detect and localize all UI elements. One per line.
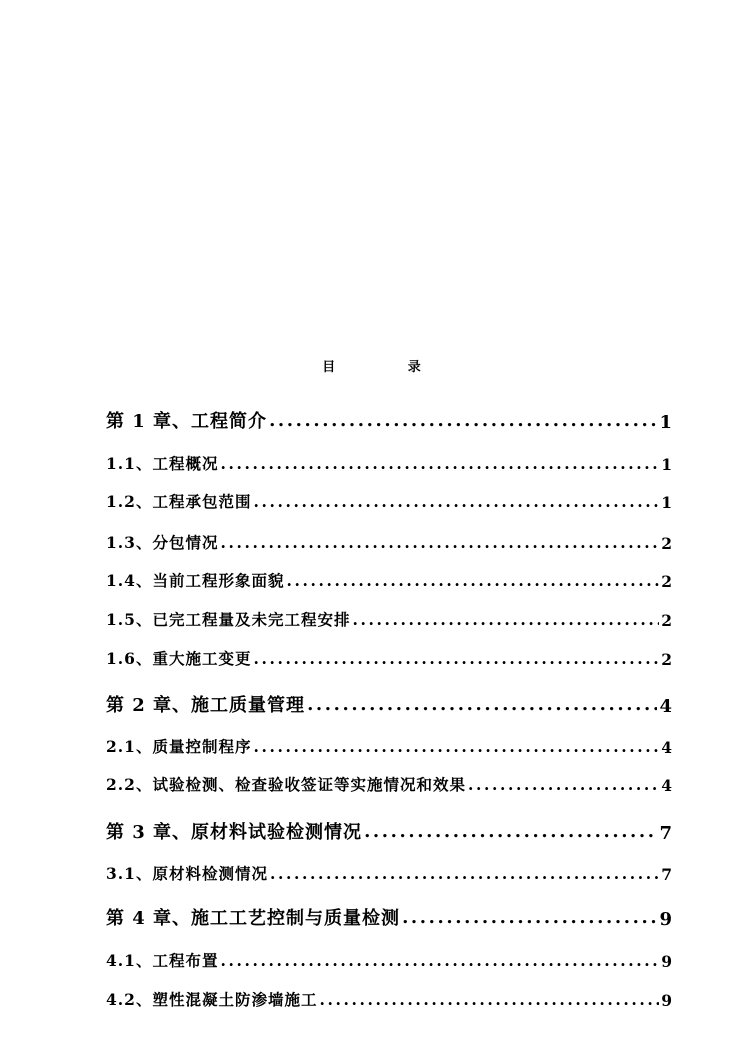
toc-dot-leader [364, 823, 657, 844]
toc-entry-label: 第 2 章、施工质量管理 [106, 695, 306, 716]
toc-page-number: 4 [661, 738, 672, 757]
toc-dot-leader [253, 494, 659, 513]
toc-page-number: 1 [661, 493, 672, 512]
toc-page-number: 7 [659, 823, 672, 844]
toc-dot-leader [220, 535, 659, 554]
toc-dot-leader [286, 573, 659, 592]
toc-title: 目 录 [322, 360, 455, 375]
toc-dot-leader [468, 777, 659, 796]
toc-entry-label: 第 3 章、原材料试验检测情况 [106, 822, 363, 843]
toc-page-number: 1 [661, 455, 672, 474]
toc-entry-label: 4.2、塑性混凝土防渗墙施工 [106, 990, 318, 1009]
toc-entry-label: 1.6、重大施工变更 [106, 649, 252, 668]
toc-page-number: 9 [661, 952, 672, 971]
toc-dot-leader [319, 992, 659, 1011]
toc-entry[interactable] [106, 569, 672, 591]
toc-entry-label: 第 1 章、工程简介 [106, 411, 268, 432]
toc-dot-leader [402, 909, 657, 930]
toc-page-number: 2 [661, 650, 672, 669]
toc-entry[interactable] [106, 988, 672, 1010]
toc-dot-leader [307, 696, 657, 717]
toc-entry[interactable] [106, 949, 672, 971]
toc-dot-leader [270, 866, 659, 885]
toc-page-number: 2 [661, 611, 672, 630]
toc-entry[interactable] [106, 608, 672, 630]
toc-entry[interactable] [106, 490, 672, 512]
toc-dot-leader [253, 651, 659, 670]
toc-page-number: 4 [661, 776, 672, 795]
toc-dot-leader [220, 953, 659, 972]
toc-entry[interactable] [106, 773, 672, 795]
toc-entry[interactable] [106, 735, 672, 757]
toc-entry-label: 2.2、试验检测、检查验收签证等实施情况和效果 [106, 775, 466, 794]
toc-page-number: 1 [659, 412, 672, 433]
toc-dot-leader [253, 739, 659, 758]
toc-dot-leader [269, 412, 657, 433]
toc-dot-leader [220, 456, 659, 475]
toc-entry-label: 第 4 章、施工工艺控制与质量检测 [106, 908, 401, 929]
toc-entry-label: 1.3、分包情况 [106, 533, 219, 552]
toc-entry[interactable] [106, 862, 672, 884]
toc-entry-label: 1.2、工程承包范围 [106, 492, 252, 511]
toc-page-number: 2 [661, 534, 672, 553]
toc-entry-label: 4.1、工程布置 [106, 951, 219, 970]
toc-dot-leader [352, 612, 659, 631]
toc-entry[interactable] [106, 409, 672, 433]
toc-page-number: 9 [661, 991, 672, 1010]
toc-entry-label: 1.5、已完工程量及未完工程安排 [106, 610, 351, 629]
toc-entry-label: 1.1、工程概况 [106, 454, 219, 473]
toc-entry[interactable] [106, 452, 672, 474]
toc-page-number: 2 [661, 572, 672, 591]
toc-page-number: 7 [661, 865, 672, 884]
toc-entry[interactable] [106, 820, 672, 844]
toc-entry[interactable] [106, 906, 672, 930]
toc-page-number: 4 [659, 696, 672, 717]
toc-entry[interactable] [106, 693, 672, 717]
toc-entry[interactable] [106, 531, 672, 553]
toc-page-number: 9 [659, 909, 672, 930]
toc-entry-label: 1.4、当前工程形象面貌 [106, 571, 285, 590]
toc-entry-label: 3.1、原材料检测情况 [106, 864, 268, 883]
toc-entry[interactable] [106, 647, 672, 669]
toc-entry-label: 2.1、质量控制程序 [106, 737, 252, 756]
